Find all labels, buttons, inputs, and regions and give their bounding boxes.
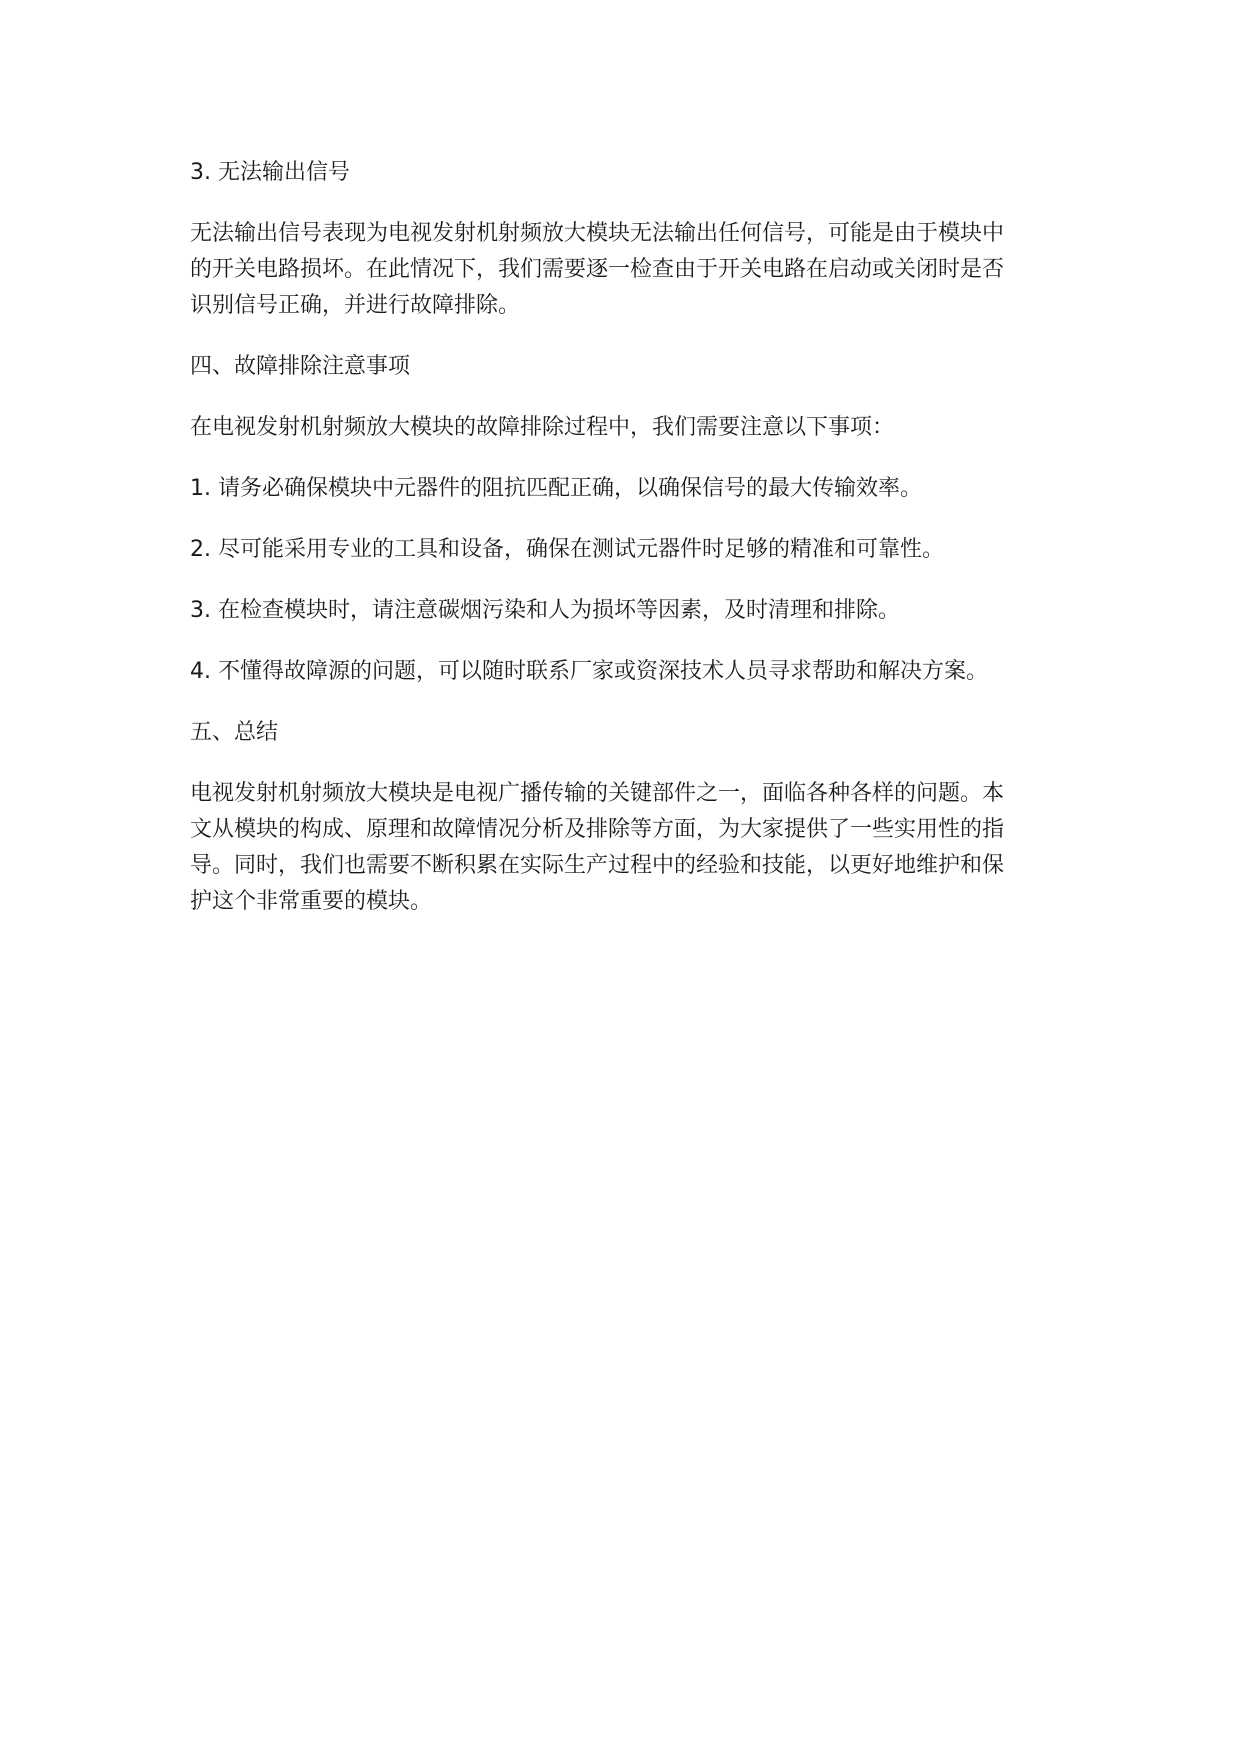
- paragraph-line: 的开关电路损坏。在此情况下，我们需要逐一检查由于开关电路在启动或关闭时是否: [190, 257, 1005, 282]
- paragraph: [190, 776, 1050, 920]
- paragraph-line: 护这个非常重要的模块。: [190, 889, 433, 914]
- list-item: 3. 在检查模块时，请注意碳烟污染和人为损坏等因素，及时清理和排除。: [190, 598, 900, 623]
- section-heading: 3. 无法输出信号: [190, 160, 350, 185]
- paragraph: 在电视发射机射频放大模块的故障排除过程中，我们需要注意以下事项：: [190, 415, 895, 440]
- document-page: [190, 155, 1050, 920]
- section-heading: 四、故障排除注意事项: [190, 354, 411, 379]
- section-heading: 五、总结: [190, 720, 279, 745]
- paragraph-line: 识别信号正确，并进行故障排除。: [190, 293, 521, 318]
- paragraph: [190, 216, 1050, 324]
- paragraph-line: 导。同时，我们也需要不断积累在实际生产过程中的经验和技能，以更好地维护和保: [190, 853, 1005, 878]
- paragraph-line: 电视发射机射频放大模块是电视广播传输的关键部件之一，面临各种各样的问题。本: [190, 781, 1005, 806]
- paragraph-line: 无法输出信号表现为电视发射机射频放大模块无法输出任何信号，可能是由于模块中: [190, 221, 1005, 246]
- list-item: 4. 不懂得故障源的问题，可以随时联系厂家或资深技术人员寻求帮助和解决方案。: [190, 659, 988, 684]
- list-item: 2. 尽可能采用专业的工具和设备，确保在测试元器件时足够的精准和可靠性。: [190, 537, 944, 562]
- list-item: 1. 请务必确保模块中元器件的阻抗匹配正确，以确保信号的最大传输效率。: [190, 476, 922, 501]
- paragraph-line: 文从模块的构成、原理和故障情况分析及排除等方面，为大家提供了一些实用性的指: [190, 817, 1005, 842]
